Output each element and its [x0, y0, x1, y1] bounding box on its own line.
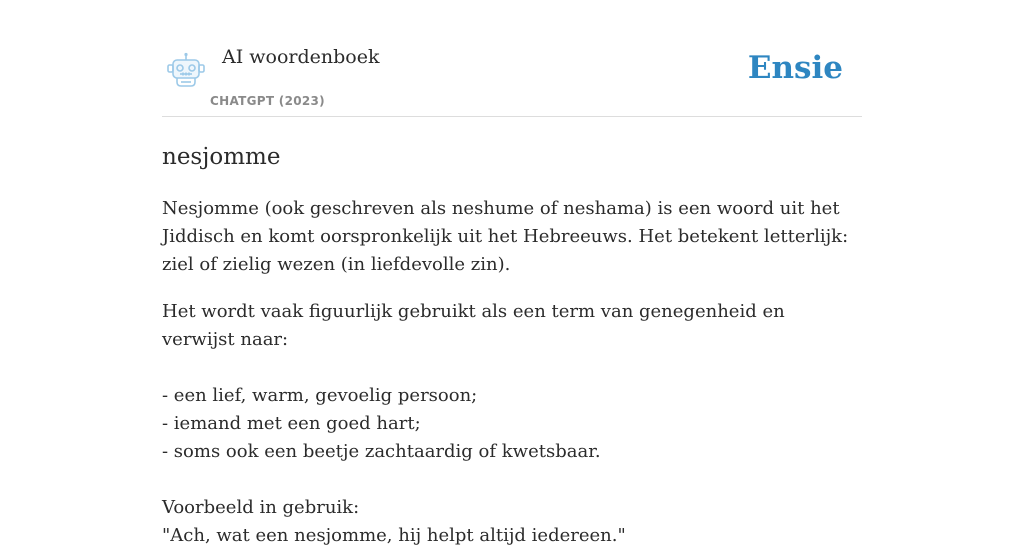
- source-subtitle: CHATGPT (2023): [210, 94, 325, 108]
- entry-title: nesjomme: [162, 144, 281, 170]
- source-title[interactable]: AI woordenboek: [222, 46, 380, 68]
- list-item: - iemand met een goed hart;: [162, 413, 421, 434]
- definition-paragraph: Het wordt vaak figuurlijk gebruikt als een term van genegenheid en verwijst naar:: [162, 301, 785, 350]
- entry-header: [162, 0, 862, 117]
- list-item: - een lief, warm, gevoelig persoon;: [162, 385, 478, 406]
- example-label: Voorbeeld in gebruik:: [162, 497, 360, 518]
- ensie-logo[interactable]: Ensie: [747, 50, 843, 86]
- list-item: - soms ook een beetje zachtaardig of kwetsbaar.: [162, 441, 601, 462]
- example-text: "Ach, wat een nesjomme, hij helpt altijd iedereen.": [162, 525, 626, 546]
- robot-icon: [166, 52, 206, 90]
- usage-example: [162, 494, 862, 550]
- meaning-list: [162, 382, 862, 466]
- definition-paragraph: Nesjomme (ook geschreven als neshume of neshama) is een woord uit het Jiddisch en komt oorspronkelijk uit het Hebreeuws. Het betekent letterlijk: ziel of zielig wezen (in liefdevolle zin).: [162, 198, 849, 275]
- page: [162, 0, 862, 550]
- entry-definition: [162, 195, 862, 550]
